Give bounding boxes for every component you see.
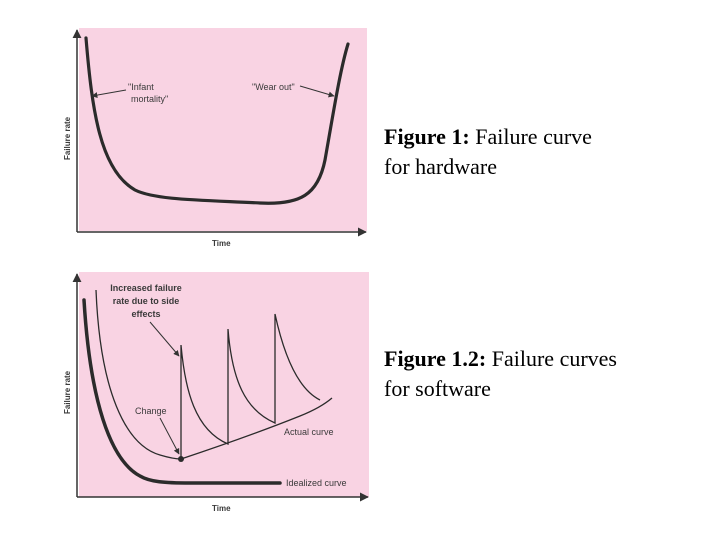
- figure-software-chart: [63, 272, 369, 513]
- figure-hardware-caption-line2: for hardware: [384, 154, 497, 179]
- infant-mortality-label-line2: mortality": [131, 94, 169, 104]
- figure-software-caption-number: Figure 1.2:: [384, 346, 487, 371]
- figure-hardware-caption: [384, 122, 592, 182]
- figure-hardware-chart: [63, 28, 367, 248]
- figure-software-caption-line2: for software: [384, 376, 491, 401]
- change-label: Change: [135, 406, 167, 416]
- figure-hardware-caption-number: Figure 1:: [384, 124, 470, 149]
- infant-mortality-label-line1: "Infant: [128, 82, 154, 92]
- figure-software-caption: [384, 344, 617, 404]
- side-effects-label-line2: rate due to side: [112, 296, 180, 306]
- idealized-curve-label: Idealized curve: [286, 478, 347, 488]
- actual-curve-label: Actual curve: [284, 427, 334, 437]
- change-point-dot: [178, 456, 184, 462]
- side-effects-label-line1: Increased failure: [110, 283, 182, 293]
- figure-software-caption-line1: Failure curves: [491, 346, 617, 371]
- figure-software-x-axis-label: Time: [212, 504, 231, 513]
- figure-hardware-y-axis-label: Failure rate: [63, 116, 72, 160]
- figure-software-y-axis-label: Failure rate: [63, 370, 72, 414]
- side-effects-label-line3: effects: [131, 309, 161, 319]
- figure-hardware-caption-line1: Failure curve: [475, 124, 592, 149]
- figure-hardware-x-axis-label: Time: [212, 239, 231, 248]
- wear-out-label: "Wear out": [252, 82, 295, 92]
